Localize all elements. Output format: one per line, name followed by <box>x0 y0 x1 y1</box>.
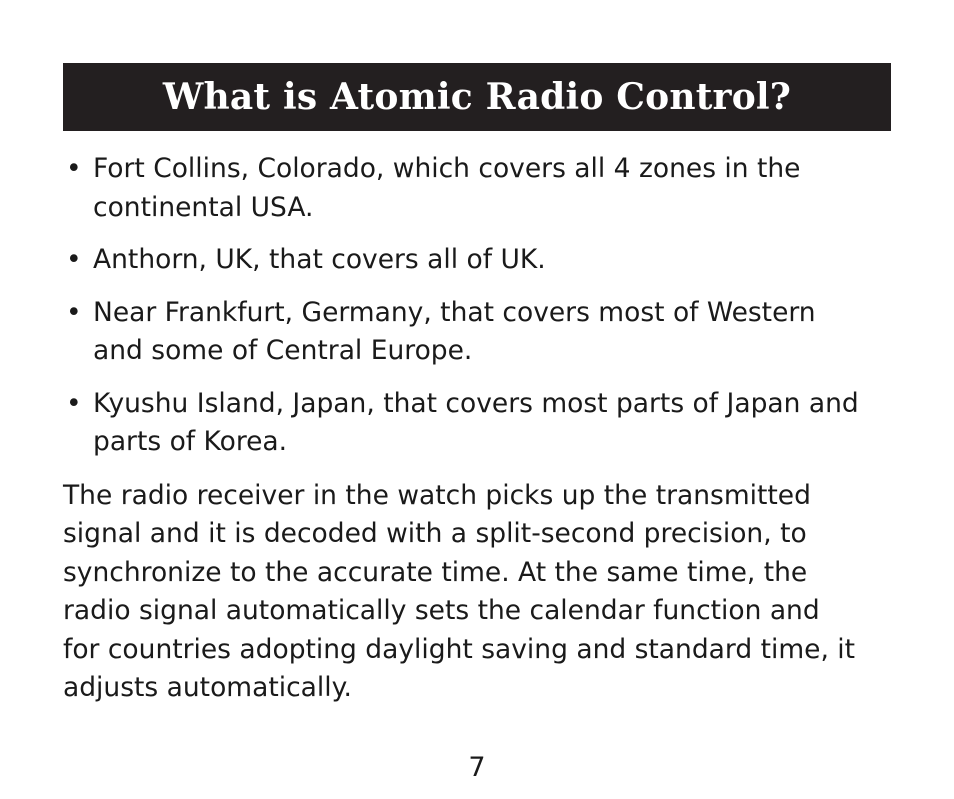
title-bar <box>63 63 891 131</box>
bullet-icon: • <box>66 153 82 184</box>
transmitter-list <box>63 150 863 462</box>
list-item-text: Anthorn, UK, that covers all of UK. <box>93 244 546 275</box>
list-item <box>63 294 863 371</box>
body-paragraph: The radio receiver in the watch picks up the transmitted signal and it is decoded with a split-second precision, to synchronize to the accurate time. At the same time, the radio signal automatically sets the calendar function and for countries adopting daylight saving and standard time, it adjusts automatically. <box>63 479 856 703</box>
list-item <box>63 241 863 280</box>
list-item-text: Near Frankfurt, Germany, that covers most of Western and some of Central Europe. <box>93 296 816 366</box>
bullet-icon: • <box>66 244 82 275</box>
main-content <box>63 150 863 708</box>
list-item <box>63 150 863 227</box>
bullet-icon: • <box>66 387 82 419</box>
list-item-text: Kyushu Island, Japan, that covers most parts of Japan and parts of Korea. <box>93 387 859 457</box>
list-item-text: Fort Collins, Colorado, which covers all 4 zones in the continental USA. <box>93 153 801 223</box>
page-number: 7 <box>468 752 486 783</box>
bullet-icon: • <box>66 296 82 328</box>
list-item <box>63 385 863 462</box>
page-title: What is Atomic Radio Control? <box>162 76 792 118</box>
